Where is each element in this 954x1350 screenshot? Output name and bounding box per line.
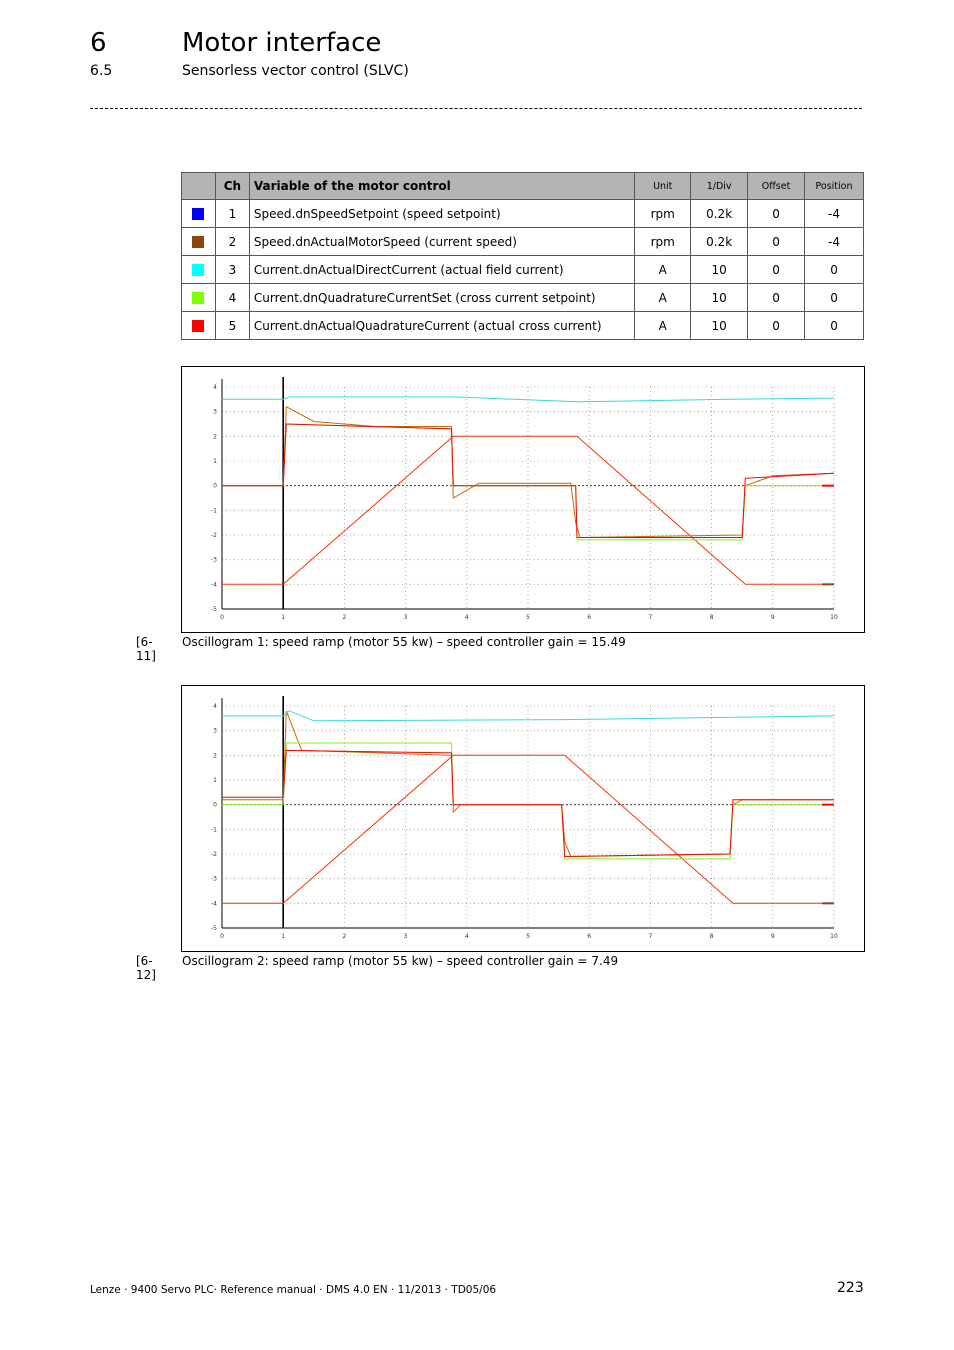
- color-cell: [182, 284, 216, 312]
- div-cell: 10: [691, 312, 748, 340]
- ch-cell: 4: [215, 284, 249, 312]
- unit-cell: A: [635, 284, 691, 312]
- div-cell: 0.2k: [691, 200, 748, 228]
- x-tick-label: 2: [342, 933, 347, 940]
- caption-number: [6-12]: [136, 954, 156, 982]
- table-row: [182, 200, 864, 228]
- color-swatch: [192, 320, 204, 332]
- page-number: 223: [837, 1280, 864, 1296]
- chapter-title: Motor interface: [182, 28, 382, 58]
- table-row: [182, 228, 864, 256]
- color-swatch: [192, 292, 204, 304]
- x-tick-label: 9: [770, 614, 775, 621]
- x-tick-label: 1: [281, 933, 286, 940]
- caption-text: Oscillogram 1: speed ramp (motor 55 kw) – speed controller gain = 15.49: [182, 635, 626, 649]
- color-cell: [182, 312, 216, 340]
- offset-header: Offset: [748, 173, 805, 200]
- color-cell: [182, 256, 216, 284]
- y-tick-label: -2: [211, 532, 217, 539]
- color-header: [182, 173, 216, 200]
- unit-cell: A: [635, 312, 691, 340]
- series-line: [222, 407, 834, 538]
- y-tick-label: 4: [213, 384, 217, 391]
- footer-text: Lenze · 9400 Servo PLC· Reference manual · DMS 4.0 EN · 11/2013 · TD05/06: [90, 1284, 497, 1296]
- ch-cell: 1: [215, 200, 249, 228]
- x-tick-label: 10: [830, 933, 838, 940]
- x-tick-label: 6: [587, 614, 592, 621]
- unit-cell: rpm: [635, 228, 691, 256]
- section-title: Sensorless vector control (SLVC): [182, 63, 409, 79]
- variable-header: Variable of the motor control: [249, 173, 634, 200]
- color-swatch: [192, 264, 204, 276]
- position-header: Position: [805, 173, 864, 200]
- position-cell: -4: [805, 200, 864, 228]
- x-tick-label: 4: [464, 933, 469, 940]
- div-cell: 10: [691, 284, 748, 312]
- div-cell: 0.2k: [691, 228, 748, 256]
- color-swatch: [192, 236, 204, 248]
- y-tick-label: 1: [213, 458, 217, 465]
- position-cell: -4: [805, 228, 864, 256]
- oscillogram-1-plot: [182, 367, 864, 632]
- y-tick-label: 3: [213, 408, 217, 416]
- color-swatch: [192, 208, 204, 220]
- series-line: [222, 397, 834, 402]
- ch-cell: 3: [215, 256, 249, 284]
- y-tick-label: -3: [211, 556, 217, 564]
- position-cell: 0: [805, 284, 864, 312]
- position-cell: 0: [805, 256, 864, 284]
- variable-cell: Current.dnActualDirectCurrent (actual field current): [249, 256, 634, 284]
- oscillogram-1: [181, 366, 865, 633]
- table-row: [182, 256, 864, 284]
- y-tick-label: 1: [213, 777, 217, 784]
- section-number: 6.5: [90, 63, 113, 79]
- div-cell: 10: [691, 256, 748, 284]
- y-tick-label: -1: [211, 507, 217, 515]
- oscillogram-2-plot: [182, 686, 864, 951]
- x-tick-label: 1: [281, 614, 286, 621]
- series-line: [222, 743, 834, 859]
- series-line: [222, 711, 834, 721]
- x-tick-label: 9: [770, 933, 775, 940]
- unit-cell: A: [635, 256, 691, 284]
- caption-text: Oscillogram 2: speed ramp (motor 55 kw) – speed controller gain = 7.49: [182, 954, 619, 968]
- caption-number: [6-11]: [136, 635, 156, 663]
- x-tick-label: 5: [526, 933, 530, 940]
- offset-cell: 0: [748, 200, 805, 228]
- offset-cell: 0: [748, 284, 805, 312]
- oscillogram-2: [181, 685, 865, 952]
- x-tick-label: 10: [830, 614, 838, 621]
- x-tick-label: 8: [709, 614, 714, 621]
- y-tick-label: -2: [211, 851, 217, 858]
- y-tick-label: -5: [211, 606, 217, 613]
- offset-cell: 0: [748, 228, 805, 256]
- chapter-number: 6: [90, 28, 107, 58]
- y-tick-label: 2: [213, 752, 217, 760]
- unit-cell: rpm: [635, 200, 691, 228]
- offset-cell: 0: [748, 256, 805, 284]
- y-tick-label: 4: [213, 703, 217, 710]
- y-tick-label: -5: [211, 925, 217, 932]
- x-tick-label: 5: [526, 614, 530, 621]
- ch-header: Ch: [215, 173, 249, 200]
- channel-table: [181, 172, 864, 340]
- series-line: [222, 424, 834, 538]
- variable-cell: Speed.dnActualMotorSpeed (current speed): [249, 228, 634, 256]
- variable-cell: Current.dnActualQuadratureCurrent (actual cross current): [249, 312, 634, 340]
- x-tick-label: 8: [709, 933, 714, 940]
- x-tick-label: 7: [648, 933, 653, 940]
- variable-cell: Current.dnQuadratureCurrentSet (cross current setpoint): [249, 284, 634, 312]
- color-cell: [182, 200, 216, 228]
- x-tick-label: 6: [587, 933, 592, 940]
- x-tick-label: 3: [403, 614, 408, 621]
- table-header-row: [182, 173, 864, 200]
- x-tick-label: 7: [648, 614, 653, 621]
- color-cell: [182, 228, 216, 256]
- series-line: [222, 424, 834, 540]
- y-tick-label: 3: [213, 727, 217, 735]
- table-row: [182, 284, 864, 312]
- ch-cell: 2: [215, 228, 249, 256]
- ch-cell: 5: [215, 312, 249, 340]
- x-tick-label: 3: [403, 933, 408, 940]
- y-tick-label: -3: [211, 875, 217, 883]
- x-tick-label: 0: [220, 614, 224, 621]
- unit-header: Unit: [635, 173, 691, 200]
- y-tick-label: -4: [211, 581, 217, 589]
- x-tick-label: 4: [464, 614, 469, 621]
- y-tick-label: 2: [213, 433, 217, 441]
- y-tick-label: -1: [211, 826, 217, 834]
- position-cell: 0: [805, 312, 864, 340]
- x-tick-label: 2: [342, 614, 347, 621]
- x-tick-label: 0: [220, 933, 224, 940]
- table-row: [182, 312, 864, 340]
- div-header: 1/Div: [691, 173, 748, 200]
- header-divider: [90, 108, 862, 109]
- y-tick-label: -4: [211, 900, 217, 908]
- y-tick-label: 0: [213, 801, 217, 809]
- variable-cell: Speed.dnSpeedSetpoint (speed setpoint): [249, 200, 634, 228]
- offset-cell: 0: [748, 312, 805, 340]
- y-tick-label: 0: [213, 482, 217, 490]
